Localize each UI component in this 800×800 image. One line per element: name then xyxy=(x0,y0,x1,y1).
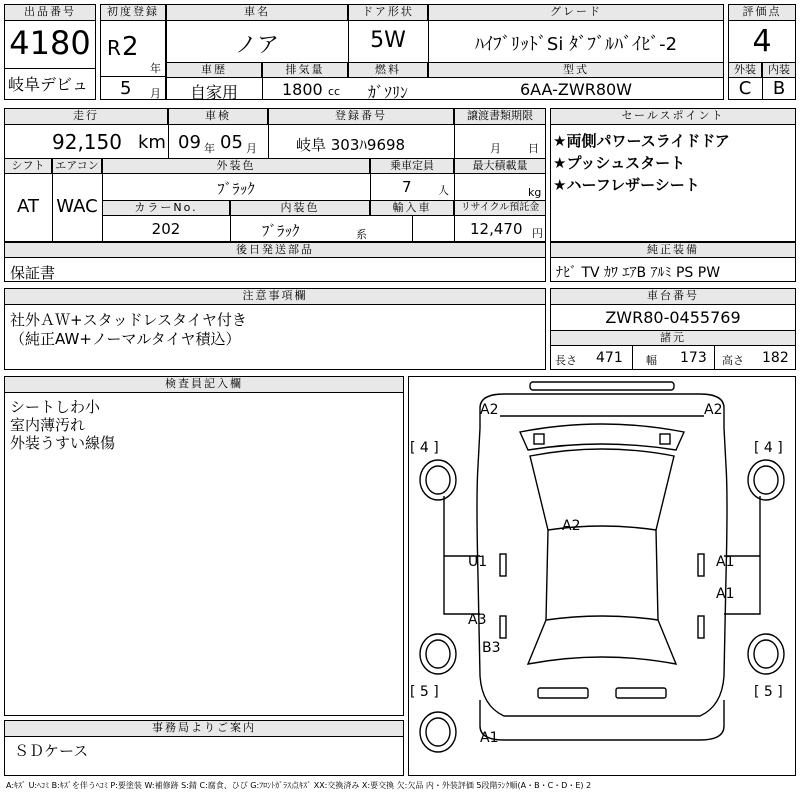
door-label: ドア形状 xyxy=(348,4,428,21)
sales-point: ★両側パワースライドドア xyxy=(553,132,730,150)
legend: A:ｷｽﾞ U:ﾍｺﾐ B:ｷｽﾞを伴うﾍｺﾐ P:要塗装 W:補修跡 S:錆 C:腐食、ひび G:ﾌﾛﾝﾄｶﾞﾗｽ点ｷｽﾞ XX:交換済み X:要交換 欠:欠品 内・外装評価 5段階ﾗﾝｸ順(A・B・C・D・E) 2 xyxy=(6,781,592,790)
mileage-label: 走行 xyxy=(4,108,168,125)
door-type: 5W xyxy=(370,28,406,53)
inspector-line: 室内薄汚れ xyxy=(10,416,86,434)
month-value: 5 xyxy=(120,78,132,99)
inspector-line: シートしわ小 xyxy=(10,398,101,416)
inspector-line: 外装うすい線傷 xyxy=(10,434,116,452)
damage-mark: U1 xyxy=(468,554,488,570)
int-color-label: 内装色 xyxy=(230,200,370,216)
year-unit: 年 xyxy=(150,62,161,75)
damage-mark: A2 xyxy=(704,402,723,418)
int-grade-label: 内装 xyxy=(762,62,796,78)
ac-type: WAC xyxy=(56,196,98,217)
tire-front-left: [ 4 ] xyxy=(410,440,439,456)
history-label: 車歴 xyxy=(166,62,262,78)
mileage: 92,150 xyxy=(52,130,122,154)
capacity-unit: 人 xyxy=(438,184,449,197)
displacement-label: 排気量 xyxy=(262,62,348,78)
model-code: 6AA-ZWR80W xyxy=(519,80,632,99)
car-name-label: 車名 xyxy=(166,4,348,21)
width-value: 173 xyxy=(680,350,707,366)
era-letter: R xyxy=(107,36,121,60)
tire-rear-right: [ 5 ] xyxy=(754,684,783,700)
shift-type: AT xyxy=(17,196,39,217)
capacity-label: 乗車定員 xyxy=(370,158,454,174)
inspection-year: 09 xyxy=(178,132,201,153)
specs-label: 諸元 xyxy=(550,330,796,346)
inspector-label: 検査員記入欄 xyxy=(4,376,404,393)
import-label: 輸入車 xyxy=(370,200,454,216)
equipment-list: ﾅﾋﾞ TV ｶﾜ ｴｱB ｱﾙﾐ PS PW xyxy=(556,265,721,281)
note-line: 社外ＡＷ+スタッドレスタイヤ付き xyxy=(10,311,247,329)
grade: ﾊｲﾌﾞﾘｯﾄﾞSi ﾀﾞﾌﾞﾙﾊﾞｲﾋﾞ-2 xyxy=(474,34,678,55)
lot-number: 4180 xyxy=(9,24,91,62)
load-unit: kg xyxy=(528,186,542,199)
history: 自家用 xyxy=(189,83,238,102)
height-value: 182 xyxy=(762,350,789,366)
damage-mark: A2 xyxy=(562,518,581,534)
chassis-number: ZWR80-0455769 xyxy=(605,308,741,327)
year-value: 2 xyxy=(122,32,139,62)
recycle-label: リサイクル預託金 xyxy=(454,200,546,216)
note-line: （純正AW+ノーマルタイヤ積込） xyxy=(10,330,241,348)
tire-rear-left: [ 5 ] xyxy=(410,684,439,700)
interior-color: ﾌﾞﾗｯｸ xyxy=(262,222,300,240)
shift-label: シフト xyxy=(4,158,52,174)
displacement: 1800 xyxy=(282,80,323,99)
tire-front-right: [ 4 ] xyxy=(754,440,783,456)
inspection-month: 05 xyxy=(220,132,243,153)
fuel-label: 燃料 xyxy=(348,62,428,78)
ext-grade-label: 外装 xyxy=(728,62,762,78)
height-label: 高さ xyxy=(722,354,744,367)
damage-mark: B3 xyxy=(482,640,501,656)
score: 4 xyxy=(752,24,772,59)
auction-venue: 岐阜デビュ xyxy=(8,75,89,94)
width-label: 幅 xyxy=(646,354,657,367)
ext-grade: C xyxy=(738,78,752,99)
score-label: 評価点 xyxy=(728,4,796,21)
notes-label: 注意事項欄 xyxy=(4,288,546,305)
sales-point: ★ハーフレザーシート xyxy=(553,176,700,194)
capacity: 7 xyxy=(402,178,412,196)
transfer-day-unit: 日 xyxy=(528,142,539,155)
sales-points-label: セールスポイント xyxy=(550,108,796,125)
load-label: 最大積載量 xyxy=(454,158,546,174)
later-parts: 保証書 xyxy=(10,264,56,282)
damage-mark: A1 xyxy=(480,730,499,746)
damage-mark: A1 xyxy=(716,554,735,570)
interior-color-unit: 系 xyxy=(356,228,367,241)
office-label: 事務局よりご案内 xyxy=(4,720,404,737)
inspection-year-unit: 年 xyxy=(204,142,215,155)
month-unit: 月 xyxy=(150,87,161,100)
lot-label: 出品番号 xyxy=(4,4,96,21)
plate-label: 登録番号 xyxy=(268,108,454,125)
color-label: 外装色 xyxy=(102,158,370,174)
damage-mark: A1 xyxy=(716,586,735,602)
car-damage-diagram xyxy=(408,376,796,776)
damage-mark: A3 xyxy=(468,612,487,628)
car-name: ノア xyxy=(234,33,279,58)
displacement-unit: cc xyxy=(328,85,341,98)
mileage-unit: km xyxy=(138,132,166,153)
length-value: 471 xyxy=(596,350,623,366)
damage-mark: A2 xyxy=(480,402,499,418)
int-grade: B xyxy=(772,78,786,99)
office-note: ＳＤケース xyxy=(14,742,89,760)
chassis-label: 車台番号 xyxy=(550,288,796,305)
plate-number: 岐阜 303ﾊ9698 xyxy=(296,136,406,154)
color-no-label: カラーNo. xyxy=(102,200,230,216)
inspection-label: 車検 xyxy=(168,108,268,125)
exterior-color: ﾌﾞﾗｯｸ xyxy=(217,180,255,198)
recycle-unit: 円 xyxy=(532,227,543,240)
transfer-label: 譲渡書類期限 xyxy=(454,108,546,125)
inspection-month-unit: 月 xyxy=(246,142,257,155)
sales-point: ★プッシュスタート xyxy=(553,154,686,172)
length-label: 長さ xyxy=(555,354,577,367)
ac-label: エアコン xyxy=(52,158,102,174)
transfer-month-unit: 月 xyxy=(490,142,501,155)
later-parts-label: 後日発送部品 xyxy=(4,242,546,258)
fuel: ｶﾞｿﾘﾝ xyxy=(367,83,408,102)
recycle-fee: 12,470 xyxy=(470,220,523,238)
color-number: 202 xyxy=(151,220,181,238)
first-reg-label: 初度登録 xyxy=(100,4,166,21)
model-label: 型式 xyxy=(428,62,724,78)
equipment-label: 純正装備 xyxy=(550,242,796,258)
grade-label: グレード xyxy=(428,4,724,21)
